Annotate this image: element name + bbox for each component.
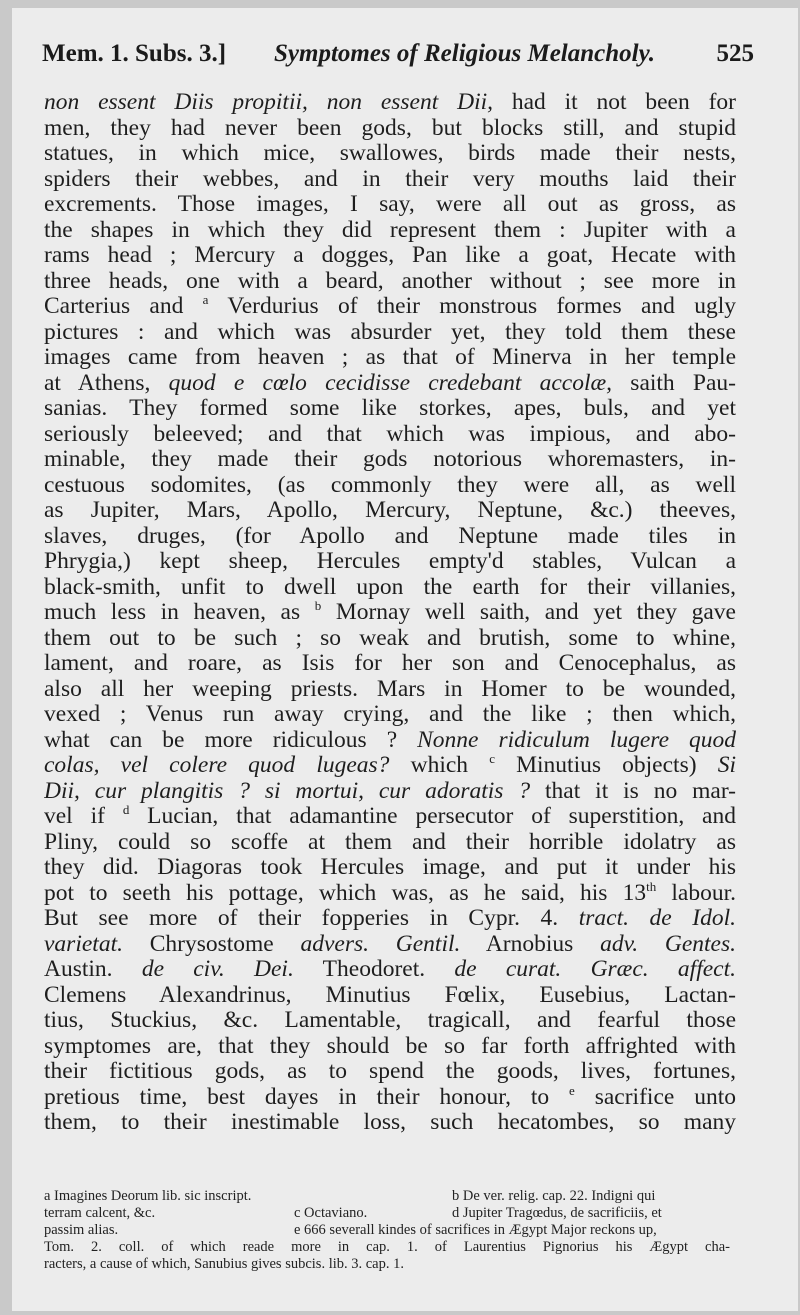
text-line [44,728,736,754]
text-run: varietat. [44,931,123,957]
text-line [44,294,736,320]
footnotes [44,1188,744,1273]
text-run: Minutius objects) [494,753,718,778]
text-line [44,702,736,728]
footnote-marker: a [202,294,209,308]
text-run: Verdurius of their monstrous formes and ugly [208,294,736,319]
text-run: had it not been for [493,90,736,115]
text-line [44,320,736,346]
text-run: as Jupiter, Mars, Apollo, Mercury, Neptune, &c.) theeves, [44,498,736,523]
text-run: advers. Gentil. [300,931,461,957]
text-run: vel if [44,804,123,829]
text-run: images came from heaven ; as that of Minerva in her temple [44,345,736,370]
text-run: tius, Stuckius, &c. Lamentable, tragicall, and fearful those [44,1008,736,1033]
text-line [44,192,736,218]
text-line [44,473,736,499]
text-line [44,651,736,677]
text-line [44,141,736,167]
text-line [44,498,736,524]
text-run: quod e cœlo cecidisse credebant accolæ, [168,370,613,396]
text-run: also all her weeping priests. Mars in Homer to be wounded, [44,676,736,702]
text-run: tract. de Idol. [578,906,736,931]
text-run: Nonne ridiculum lugere quod [417,727,736,753]
text-run: de civ. Dei. [141,957,294,982]
text-line [44,1085,736,1111]
text-run: which [389,753,490,778]
text-line [44,881,736,907]
text-run: Dii, cur plangitis ? si mortui, cur adoratis ? [44,778,531,804]
text-run: sanias. They formed some like storkes, apes, buls, and yet [44,396,736,421]
text-run: Arnobius [460,931,601,957]
text-run: Carterius and [44,294,203,319]
text-run: black-smith, unfit to dwell upon the earth for their villanies, [44,574,736,600]
text-run: statues, in which mice, swallowes, birds made their nests, [44,141,736,166]
footnote-d: d Jupiter Tragœdus, de sacrificiis, et [452,1205,662,1221]
text-run: Phrygia,) kept sheep, Hercules empty'd stables, Vulcan a [44,549,736,574]
text-run: labour. [656,880,736,906]
footnote-row [44,1205,744,1222]
footnote-b: b De ver. relig. cap. 22. Indigni qui [452,1188,656,1204]
footnote-c: c Octaviano. [294,1205,368,1221]
text-line [44,804,736,830]
text-run: cestuous sodomites, (as commonly they were all, as well [44,472,736,498]
text-run: Clemens Alexandrinus, Minutius Fœlix, Eusebius, Lactan- [44,982,736,1008]
text-run: men, they had never been gods, but blocks still, and stupid [44,115,736,141]
text-run: they did. Diagoras took Hercules image, and put it under his [44,855,736,880]
footnote-row [44,1222,744,1239]
page-number: 525 [716,40,754,67]
text-run: what can be more ridiculous ? [44,727,418,753]
text-line [44,1110,736,1136]
footnote-marker: c [489,753,495,767]
footnote-b-cont: passim alias. [44,1222,119,1238]
footnote-row [44,1239,744,1256]
text-run: symptomes are, that they should be so far forth affrighted with [44,1033,736,1059]
text-run: But see more of their fopperies in Cypr. 4. [44,906,579,931]
text-line [44,396,736,422]
text-run: adv. Gentes. [600,931,736,957]
book-page [12,8,798,1311]
text-line [44,524,736,550]
footnote-marker: th [646,880,657,894]
text-line [44,1059,736,1085]
text-line [44,932,736,958]
text-line [44,779,736,805]
text-run: excrements. Those images, I say, were all out as gross, as [44,192,736,217]
text-line [44,447,736,473]
text-run: their fictitious gods, as to spend the goods, lives, fortunes, [44,1059,736,1084]
text-line [44,1034,736,1060]
text-line [44,855,736,881]
text-run: rams head ; Mercury a dogges, Pan like a goat, Hecate with [44,243,736,268]
text-run: vexed ; Venus run away crying, and the like ; then which, [44,702,736,727]
footnote-e-end: racters, a cause of which, Sanubius gives subcis. lib. 3. cap. 1. [44,1256,404,1272]
text-line [44,677,736,703]
text-line [44,830,736,856]
text-run: the shapes in which they did represent them : Jupiter with a [44,217,736,243]
footnote-a-cont: terram calcent, &c. [44,1205,156,1221]
text-line [44,1008,736,1034]
running-title: Symptomes of Religious Melancholy. [274,40,656,67]
text-run: three heads, one with a beard, another without ; see more in [44,268,736,294]
text-run: non essent Diis propitii, non essent Dii, [44,90,493,115]
text-run: colas, vel colere quod lugeas? [44,753,390,778]
text-run: them, to their inestimable loss, such hecatombes, so many [44,1110,736,1135]
text-run: Pliny, could so scoffe at them and their horrible idolatry as [44,829,736,855]
footnote-marker: d [122,804,130,818]
text-line [44,345,736,371]
text-run: at Athens, [44,370,169,396]
text-line [44,906,736,932]
footnote-e: e 666 severall kindes of sacrifices in Ægypt Major reckons up, [294,1222,657,1238]
text-line [44,983,736,1009]
text-run: spiders their webbes, and in their very mouths laid their [44,166,736,192]
footnote-row [44,1256,744,1273]
text-run: Lucian, that adamantine persecutor of superstition, and [129,804,736,829]
text-run: pretious time, best dayes in their honour, to [44,1084,570,1110]
text-run: Mornay well saith, and yet they gave [321,600,736,625]
footnote-a: a Imagines Deorum lib. sic inscript. [44,1188,252,1204]
text-run: pot to seeth his pottage, which was, as he said, his 13 [44,880,647,906]
text-line [44,626,736,652]
text-run: them out to be such ; so weak and brutish, some to whine, [44,625,736,651]
text-run: Si [717,753,736,778]
text-run: seriously beleeved; and that which was impious, and abo- [44,421,736,447]
text-line [44,167,736,193]
text-line [44,116,736,142]
text-line [44,957,736,983]
text-run: much less in heaven, as [44,600,315,625]
text-run: Chrysostome [122,931,301,957]
text-line [44,269,736,295]
text-run: sacrifice unto [574,1084,736,1110]
footnote-row [44,1188,744,1205]
text-run: pictures : and which was absurder yet, they told them these [44,319,736,345]
text-run: lament, and roare, as Isis for her son and Cenocephalus, as [44,651,736,676]
text-line [44,218,736,244]
running-head: Mem. 1. Subs. 3.] [42,40,227,67]
text-run: de curat. Græc. affect. [454,957,736,982]
text-run: Austin. [44,957,142,982]
footnote-marker: b [314,600,322,614]
text-run: Theodoret. [293,957,455,982]
footnote-marker: e [569,1084,575,1098]
text-run: minable, they made their gods notorious whoremasters, in- [44,447,736,472]
text-line [44,753,736,779]
text-line [44,422,736,448]
text-run: saith Pau- [612,370,736,396]
text-line [44,600,736,626]
footnote-e-cont: Tom. 2. coll. of which reade more in cap. 1. of Laurentius Pignorius his Ægypt cha- [44,1239,730,1255]
text-line [44,371,736,397]
body-text [44,90,736,1136]
text-line [44,575,736,601]
text-line [44,243,736,269]
text-run: that it is no mar- [530,778,736,804]
text-line [44,549,736,575]
text-run: slaves, druges, (for Apollo and Neptune made tiles in [44,523,736,549]
text-line [44,90,736,116]
